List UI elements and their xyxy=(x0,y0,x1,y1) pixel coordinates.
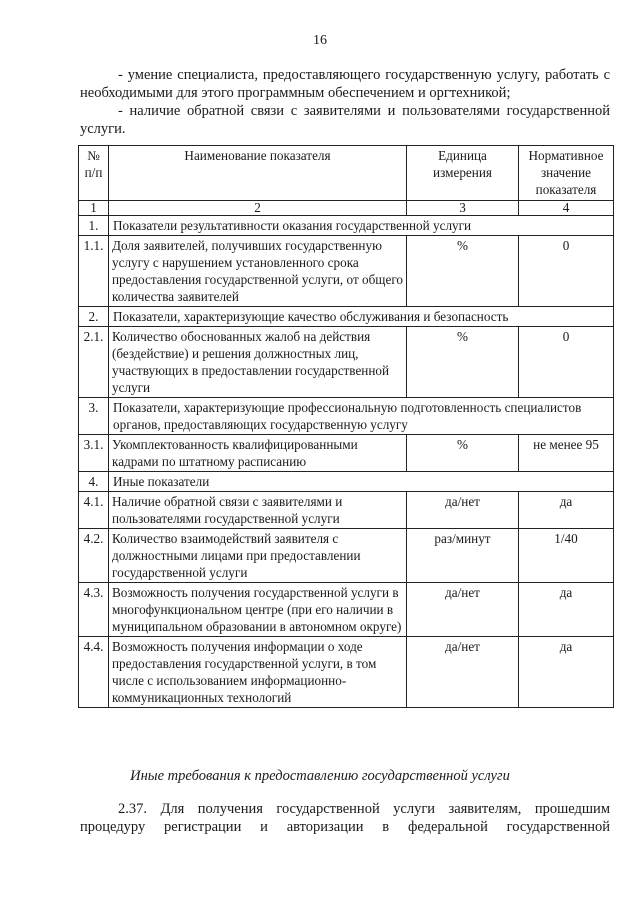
page-number: 16 xyxy=(313,33,327,48)
header-unit: Единица измерения xyxy=(407,146,519,201)
section-row xyxy=(79,398,614,435)
indicator-name: Возможность получения информации о ходе предоставления государственной услуги, в том числе с использованием информационно-коммуникационных технологий xyxy=(109,637,407,708)
paragraph-2-37-text: 2.37. Для получения государственной услуги заявителям, прошедшим процедуру регистрации и авторизации в федеральной государственной xyxy=(80,801,610,835)
table-row xyxy=(79,327,614,398)
unit-cell: да/нет xyxy=(407,583,519,637)
value-cell: 0 xyxy=(519,236,614,307)
row-number: 4. xyxy=(79,472,109,492)
unit-cell: % xyxy=(407,236,519,307)
intro-paragraph-2: - наличие обратной связи с заявителями и пользователями государственной услуги. xyxy=(80,103,610,137)
table-row xyxy=(79,529,614,583)
row-number: 4.4. xyxy=(79,637,109,708)
indicators-table-body xyxy=(79,146,614,708)
value-cell: да xyxy=(519,492,614,529)
indicator-name: Наличие обратной связи с заявителями и пользователями государственной услуги xyxy=(109,492,407,529)
section-title: Иные показатели xyxy=(109,472,614,492)
section-row xyxy=(79,307,614,327)
section-subtitle: Иные требования к предоставлению государственной услуги xyxy=(130,768,510,784)
value-cell: да xyxy=(519,637,614,708)
col-number: 3 xyxy=(407,201,519,216)
indicator-name: Количество взаимодействий заявителя с должностными лицами при предоставлении государственной услуги xyxy=(109,529,407,583)
intro-paragraph-1: - умение специалиста, предоставляющего государственную услугу, работать с необходимыми для этого программным обеспечением и оргтехникой; xyxy=(80,67,610,101)
col-number: 2 xyxy=(109,201,407,216)
unit-cell: % xyxy=(407,435,519,472)
row-number: 4.3. xyxy=(79,583,109,637)
indicator-name: Доля заявителей, получивших государственную услугу с нарушением установленного срока предоставления государственной услуги, от общего количества заявителей xyxy=(109,236,407,307)
paragraph-2-37 xyxy=(80,800,610,836)
header-row xyxy=(79,146,614,201)
unit-cell: раз/минут xyxy=(407,529,519,583)
value-cell: да xyxy=(519,583,614,637)
header-num: № п/п xyxy=(79,146,109,201)
unit-cell: % xyxy=(407,327,519,398)
indicator-name: Возможность получения государственной услуги в многофункциональном центре (при его наличии в муниципальном образовании в автономном округе) xyxy=(109,583,407,637)
intro-text xyxy=(80,66,610,138)
row-number: 3.1. xyxy=(79,435,109,472)
row-number: 2.1. xyxy=(79,327,109,398)
row-number: 4.2. xyxy=(79,529,109,583)
value-cell: 1/40 xyxy=(519,529,614,583)
row-number: 2. xyxy=(79,307,109,327)
section-title: Показатели, характеризующие качество обслуживания и безопасность xyxy=(109,307,614,327)
col-number: 1 xyxy=(79,201,109,216)
row-number: 3. xyxy=(79,398,109,435)
table-row xyxy=(79,492,614,529)
table-row xyxy=(79,236,614,307)
section-row xyxy=(79,472,614,492)
value-cell: 0 xyxy=(519,327,614,398)
value-cell: не менее 95 xyxy=(519,435,614,472)
section-row xyxy=(79,216,614,236)
header-name: Наименование показателя xyxy=(109,146,407,201)
indicator-name: Количество обоснованных жалоб на действия (бездействие) и решения должностных лиц, участвующих в предоставлении государственной услуги xyxy=(109,327,407,398)
section-title: Показатели, характеризующие профессиональную подготовленность специалистов органов, предоставляющих государственную услугу xyxy=(109,398,614,435)
table-row xyxy=(79,435,614,472)
indicators-table xyxy=(78,145,614,708)
header-value: Нормативное значение показателя xyxy=(519,146,614,201)
column-numbers-row xyxy=(79,201,614,216)
col-number: 4 xyxy=(519,201,614,216)
indicator-name: Укомплектованность квалифицированными кадрами по штатному расписанию xyxy=(109,435,407,472)
row-number: 1.1. xyxy=(79,236,109,307)
table-row xyxy=(79,583,614,637)
section-title: Показатели результативности оказания государственной услуги xyxy=(109,216,614,236)
unit-cell: да/нет xyxy=(407,637,519,708)
row-number: 4.1. xyxy=(79,492,109,529)
table-row xyxy=(79,637,614,708)
row-number: 1. xyxy=(79,216,109,236)
unit-cell: да/нет xyxy=(407,492,519,529)
